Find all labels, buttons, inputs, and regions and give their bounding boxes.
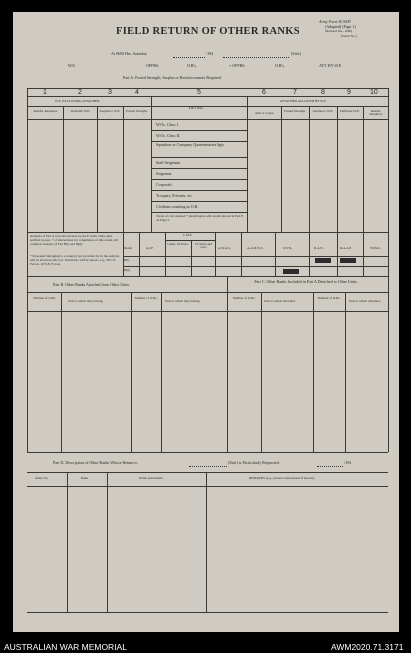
col-number: 7 (293, 89, 297, 96)
part-b-title: Part B. Other Ranks Attached from Other Units. (53, 282, 130, 287)
detail-row: Squadron or Company Quartermaster Sgts. (156, 142, 225, 147)
col-number: 6 (262, 89, 266, 96)
right-col-header: Reinfts. Required. (369, 109, 383, 117)
detail-row: Troopers, Privates, etc. (156, 193, 193, 198)
col-number: 2 (78, 89, 82, 96)
detail-row: Staff Sergeants (156, 160, 181, 165)
detail-row: W.Os. Class II. (156, 133, 181, 138)
col-number: 10 (370, 89, 378, 96)
excluding-header: W.E. EXCLUDING ATTACHED. (55, 99, 101, 103)
army-form-block (319, 20, 357, 39)
offrs-label: OFFRS. (146, 63, 160, 68)
right-col-header: Posted Strength. (284, 109, 306, 113)
detail-label: Detail (124, 246, 133, 250)
right-col-header: Deficient W.E. (340, 109, 360, 113)
we-label: W.E. (68, 63, 76, 68)
form-title: FIELD RETURN OF OTHER RANKS (116, 26, 300, 37)
part-b-col: Number of O.Rs. (134, 296, 158, 300)
part-d-col: Army No. (35, 476, 49, 480)
detail-header: DETAIL. (189, 105, 205, 110)
right-col-header: Surplus to W.E. (312, 109, 334, 113)
footer-source: AUSTRALIAN WAR MEMORIAL (4, 642, 127, 652)
unit-blank (223, 57, 289, 58)
part-b-col: Number of O.Rs. (33, 296, 56, 300)
part-c-title: Part C. Other Ranks Included in Part A Detached to Other Units. (254, 279, 358, 284)
left-col-header: Surplus to W.E. (99, 109, 121, 113)
col-number: 3 (108, 89, 112, 96)
col-number: 8 (321, 89, 325, 96)
analysis-col: A.A.M.W.S. (247, 246, 264, 250)
left-col-header: Deficient W.E. (70, 109, 91, 113)
part-a-title: Part A. Posted Strength, Surplus or Reinforcements Required. (123, 75, 222, 80)
part-d-title-end: /194 (344, 460, 352, 465)
at-line-label: At 0600 Hrs. Saturday (111, 51, 147, 56)
part-d-title: Part D. Description of Other Ranks Whose Return to (53, 460, 138, 465)
part-b-col: Unit to which they belong. (68, 299, 104, 303)
ors-label: O.R's. (187, 63, 197, 68)
detail-row-totals: Totals of cols. marked * should agree with details shown in Part E on Page 2. (156, 214, 244, 222)
detail-row: W.Os. Class I. (156, 122, 179, 127)
cmf-sub: 19 Years and over. (195, 242, 212, 250)
detail-row: Corporals (156, 182, 172, 187)
cmf-sub: Under 19 Years. (167, 242, 189, 246)
part-c-col: Number of O.Rs. (232, 296, 256, 300)
part-c-col: Number of O.Rs. (317, 296, 341, 300)
analysis-note: Analysis of Part A to be shown here by A.I.F. units. Only units notified in para. 7 of instructions for compilation of this return will complete analysis of Part B(i) and B(ii). (30, 234, 119, 246)
att-label: ATT. BY W.E. (319, 63, 343, 68)
army-form-line: (Serial No.) (341, 34, 357, 39)
analysis-col: A.W.A.S. (218, 246, 231, 250)
cmf-label: C.M.F. (183, 233, 193, 237)
col-number: 4 (135, 89, 139, 96)
aif-label: A.I.F. (146, 246, 154, 250)
part-d-col: REMARKS (e.g., present whereabouts if known). (249, 476, 315, 480)
analysis-col: CIVIL. (283, 246, 293, 250)
left-col-header: Reinfts. Required. (33, 109, 58, 113)
army-form-line: (Revised Jan., 1940) (325, 29, 353, 33)
unit-label: (Unit) (291, 51, 301, 56)
redaction-mark (340, 258, 356, 263)
part-c-col: Unit to which detached. (264, 299, 296, 303)
detail-row: Civilians counting as O.R. (156, 204, 199, 209)
plus-offrs-label: + OFFRS. (229, 63, 246, 68)
part-d-col: Rank (81, 476, 88, 480)
right-col-header: Arm or Corps. (254, 111, 275, 115)
left-col-header: Posted Strength. (126, 109, 148, 113)
part-c-col: Unit to which detached. (349, 299, 381, 303)
col-number: 5 (197, 89, 201, 96)
bii-label: B(ii) (124, 268, 131, 272)
analysis-note-2: * Personnel belonging to a category not provided for in the analysis will be shown in this Col. Particulars will be shown, e.g., 20 U.S. Forces, 10 N.E. Forces. (30, 254, 120, 266)
redaction-mark (315, 258, 331, 263)
part-d-blank-2 (317, 466, 343, 467)
col-number: 9 (347, 89, 351, 96)
part-d-col: Name and Initials. (139, 476, 164, 480)
analysis-col: R.A.N. (314, 246, 324, 250)
part-d-blank (189, 466, 227, 467)
army-form-line: Army Form W.3009 (319, 19, 351, 24)
part-b-col: Unit to which they belong. (165, 299, 201, 303)
footer-accession-number: AWM2020.71.3171 (331, 642, 404, 652)
at-line-blank (173, 57, 205, 58)
year-label: /194 (206, 51, 214, 56)
analysis-col: R.A.A.F. (340, 246, 352, 250)
ors2-label: O.R's. (275, 63, 285, 68)
part-d-title-mid: (Unit) is Particularly Requested. (228, 460, 280, 465)
bi-label: B(i) (124, 258, 130, 262)
attached-header: ATTACHED ALLOWED BY W.E. (280, 99, 327, 103)
form-sheet (13, 12, 399, 632)
redaction-mark (283, 269, 299, 274)
analysis-col: TOTAL. (370, 246, 382, 250)
archive-footer (0, 641, 411, 653)
col-number: 1 (43, 89, 47, 96)
army-form-line: (Adapted) (Page 1) (325, 24, 356, 29)
detail-row: Sergeants (156, 171, 172, 176)
